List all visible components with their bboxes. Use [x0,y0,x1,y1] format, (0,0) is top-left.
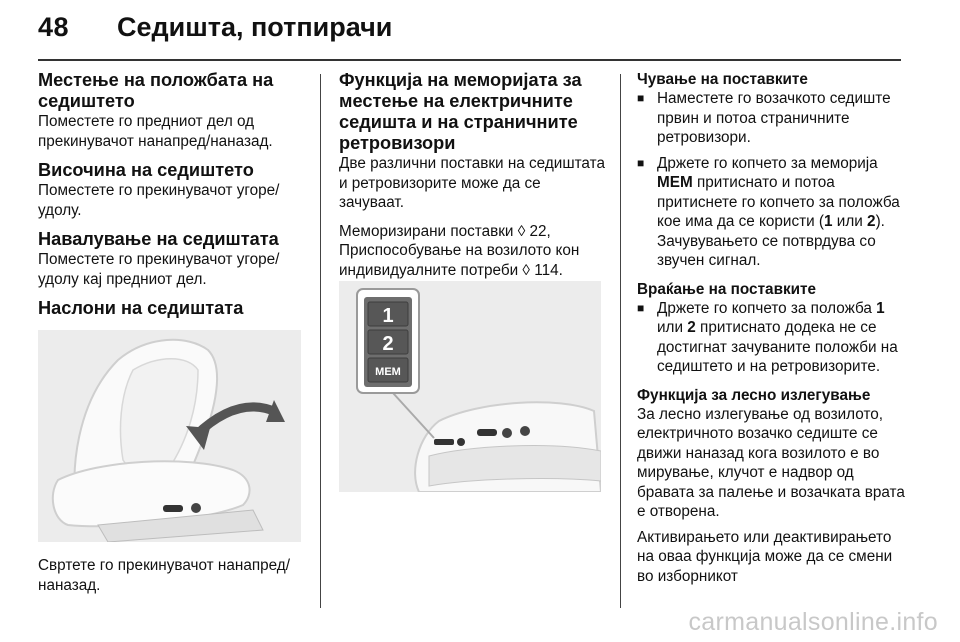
memory-function-heading: Функција на меморијата за местење на електричните седишта и на страничните ретровизори [339,70,582,153]
header-divider [38,59,901,61]
backrest-illustration [38,330,301,542]
mem-label: MEM [657,174,693,191]
watermark: carmanualsonline.info [688,608,938,636]
seat-position-heading: Местење на положбата на седиштето [38,70,274,111]
store-step-2: ■ Држете го копчето за меморија MEM притиснато и потоа притиснете го копчето за положба кое има да се користи (1 или 2). Зачувувањето се потврдува со звучен сигнал. [637,154,912,271]
backrest-caption-block [38,556,308,595]
recall-settings-heading: Враќање на поставките [637,280,817,298]
seat-backrest-heading: Наслони на седиштата [38,298,244,318]
column-1 [38,70,308,319]
memory-function-reference: Меморизирани поставки ◊ 22, Приспособување на возилото кон индивидуалните потреби ◊ 114. [339,222,580,279]
seat-height-text: Поместете го прекинувачот угоре/ удолу. [38,182,280,219]
seat-height-heading: Височина на седиштето [38,160,254,180]
column-divider-1 [320,74,321,608]
memory-button-1: 1 [382,305,394,327]
column-3 [637,70,912,586]
page-number: 48 [38,12,70,42]
seat-tilt-text: Поместете го прекинувачот угоре/ удолу кај предниот дел. [38,251,280,288]
store-settings-heading: Чување на поставките [637,71,808,88]
memory-button-2: 2 [382,333,394,355]
store-step-1: ■ Наместете го возачкото седиште првин и потоа страничните ретровизори. [637,89,912,148]
backrest-caption: Свртете го прекинувачот нанапред/наназад. [38,557,290,594]
memory-function-intro: Две различни поставки на седиштата и ретровизорите може да се зачуваат. [339,155,605,211]
easy-exit-toggle-text: Активирањето или деактивирањето на оваа функција може да се смени во изборникот [637,528,893,585]
seat-position-text: Поместете го предниот дел од прекинувачот нанапред/наназад. [38,113,273,150]
page-title: Седишта, потпирачи [117,12,393,42]
column-divider-2 [620,74,621,608]
memory-button-mem: MEM [375,366,401,378]
recall-step: ■ Држете го копчето за положба 1 или 2 притиснато додека не се достигнат зачуваните положби на седиштето и на ретровизорите. [637,299,912,377]
easy-exit-heading: Функција за лесно излегување [637,386,871,404]
easy-exit-text: За лесно излегување од возилото, електричното возачко седиште се движи наназад кога возилото е во мирување, клучот е надвор од бравата за палење и возачката врата е отворена. [637,405,905,520]
seat-tilt-heading: Навалување на седиштата [38,229,279,249]
column-2 [339,70,607,280]
memory-buttons-illustration [339,281,601,492]
page-header [0,0,960,62]
